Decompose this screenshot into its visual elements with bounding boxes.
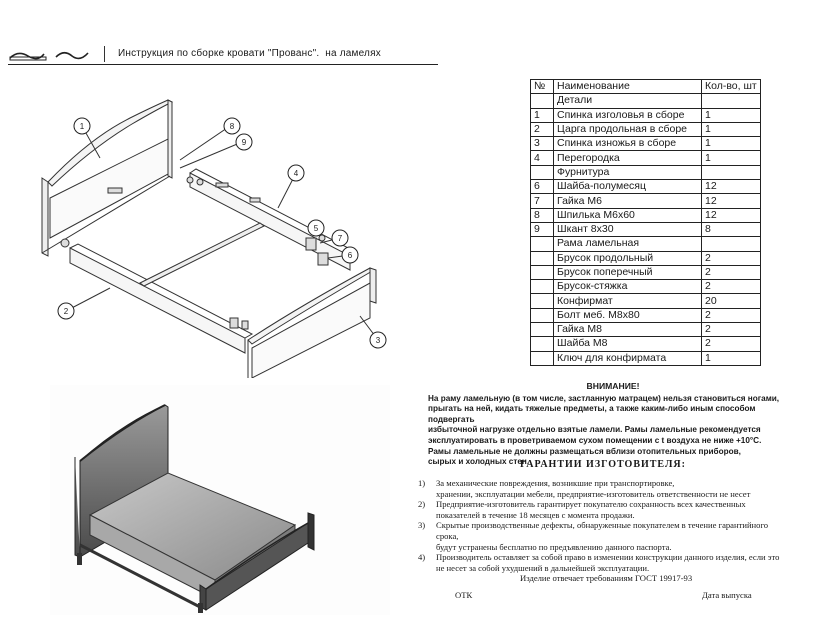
guarantee-item: 3) Скрытые производственные дефекты, обнаруженные покупателем в течение гарантийного срока, будут устранены бесплатно по предъявлению данного паспорта.	[418, 520, 769, 552]
cell-number	[531, 294, 554, 308]
warning-line: На раму ламельную (в том числе, застланную матрацем) нельзя становиться ногами,	[428, 393, 780, 403]
cell-quantity: 2	[702, 265, 761, 279]
document-header	[8, 46, 438, 65]
cell-name: Перегородка	[554, 151, 702, 165]
cell-number	[531, 323, 554, 337]
guarantee-list	[418, 478, 806, 573]
cell-number	[531, 337, 554, 351]
guarantee-item: 1) За механические повреждения, возникшие при транспортировке, хранении, эксплуатации мебели, предприятие-изготовитель ответственности не несет	[418, 478, 751, 499]
table-row	[531, 294, 761, 308]
table-row	[531, 251, 761, 265]
column-header-number: №	[531, 80, 554, 94]
cell-name: Гайка М6	[554, 194, 702, 208]
table-row	[531, 137, 761, 151]
instruction-title: Инструкция по сборке кровати "Прованс". на ламелях	[118, 48, 381, 59]
cell-number	[531, 251, 554, 265]
guarantee-item: 2) Предприятие-изготовитель гарантирует покупателю сохранность всех качественных показателей в течение 18 месяцев с момента продажи.	[418, 499, 746, 520]
table-row	[531, 94, 761, 108]
cell-quantity: 12	[702, 180, 761, 194]
table-row	[531, 351, 761, 365]
table-row	[531, 280, 761, 294]
callout-5: 5	[313, 224, 319, 233]
cell-name: Шпилька М6х60	[554, 208, 702, 222]
cell-number	[531, 94, 554, 108]
gost-compliance: Изделие отвечает требованиям ГОСТ 19917-93	[520, 573, 693, 583]
cell-quantity: 1	[702, 122, 761, 136]
table-row	[531, 122, 761, 136]
cell-quantity	[702, 94, 761, 108]
callout-4: 4	[293, 169, 299, 178]
callout-7: 7	[337, 234, 343, 243]
cell-number: 4	[531, 151, 554, 165]
cell-name: Шайба М8	[554, 337, 702, 351]
cell-number	[531, 308, 554, 322]
guarantee-item: 4) Производитель оставляет за собой право в изменении конструкции данного изделия, если это не несет за собой ухудшений в дальнейшей эксплуатации.	[418, 552, 780, 573]
cell-quantity	[702, 165, 761, 179]
callout-3: 3	[375, 336, 381, 345]
cell-quantity: 2	[702, 308, 761, 322]
warning-line: прыгать на ней, кидать тяжелые предметы, а также каким-либо иным способом подвергать	[428, 404, 756, 424]
table-row	[531, 180, 761, 194]
table-row	[531, 337, 761, 351]
callout-8: 8	[229, 122, 235, 131]
cell-number: 1	[531, 108, 554, 122]
header-divider	[104, 46, 105, 62]
cell-quantity: 1	[702, 137, 761, 151]
cell-quantity: 2	[702, 323, 761, 337]
cell-number	[531, 165, 554, 179]
guarantee-title: ГАРАНТИИ ИЗГОТОВИТЕЛЯ:	[520, 459, 686, 470]
cell-quantity	[702, 237, 761, 251]
cell-quantity: 2	[702, 280, 761, 294]
cell-number: 3	[531, 137, 554, 151]
cell-name: Спинка изножья в сборе	[554, 137, 702, 151]
cell-quantity: 1	[702, 151, 761, 165]
callout-2: 2	[63, 307, 69, 316]
cell-name: Царга продольная в сборе	[554, 122, 702, 136]
cell-name: Болт меб. М8х80	[554, 308, 702, 322]
warning-line: Рамы ламельные не должны размещаться вблизи отопительных приборов,	[428, 446, 741, 456]
table-row	[531, 237, 761, 251]
table-row	[531, 265, 761, 279]
table-row	[531, 108, 761, 122]
callout-6: 6	[347, 251, 353, 260]
cell-number	[531, 265, 554, 279]
parts-table	[530, 79, 761, 366]
cell-name: Брусок продольный	[554, 251, 702, 265]
warning-line: избыточной нагрузке отдельно взятые ламели. Рамы ламельные рекомендуется	[428, 425, 761, 435]
cell-number: 7	[531, 194, 554, 208]
warning-line: сырых и холодных стен.	[428, 457, 530, 467]
cell-quantity: 1	[702, 351, 761, 365]
cell-number: 9	[531, 222, 554, 236]
cell-name: Рама ламельная	[554, 237, 702, 251]
cell-quantity: 20	[702, 294, 761, 308]
cell-name: Брусок-стяжка	[554, 280, 702, 294]
table-header-row	[531, 80, 761, 94]
cell-quantity: 2	[702, 251, 761, 265]
table-row	[531, 165, 761, 179]
cell-number	[531, 351, 554, 365]
cell-quantity: 12	[702, 194, 761, 208]
cell-number: 2	[531, 122, 554, 136]
cell-name: Гайка М8	[554, 323, 702, 337]
table-row	[531, 194, 761, 208]
table-row	[531, 308, 761, 322]
column-header-quantity: Кол-во, шт	[702, 80, 761, 94]
cell-name: Фурнитура	[554, 165, 702, 179]
warning-title: ВНИМАНИЕ!	[586, 381, 640, 391]
cell-name: Ключ для конфирмата	[554, 351, 702, 365]
callout-1: 1	[79, 122, 85, 131]
warning-block	[428, 381, 798, 468]
cell-number	[531, 237, 554, 251]
assembly-diagram	[20, 78, 400, 378]
otk-label: ОТК	[455, 590, 473, 600]
table-row	[531, 208, 761, 222]
cell-name: Шайба-полумесяц	[554, 180, 702, 194]
callout-9: 9	[241, 138, 247, 147]
cell-name: Шкант 8х30	[554, 222, 702, 236]
cell-quantity: 12	[702, 208, 761, 222]
cell-quantity: 1	[702, 108, 761, 122]
release-date-label: Дата выпуска	[702, 590, 752, 600]
cell-name: Брусок поперечный	[554, 265, 702, 279]
company-logo	[8, 48, 98, 62]
cell-number: 6	[531, 180, 554, 194]
cell-number: 8	[531, 208, 554, 222]
table-row	[531, 151, 761, 165]
cell-name: Конфирмат	[554, 294, 702, 308]
cell-quantity: 8	[702, 222, 761, 236]
table-row	[531, 323, 761, 337]
cell-number	[531, 280, 554, 294]
table-row	[531, 222, 761, 236]
bed-illustration	[50, 385, 390, 615]
cell-quantity: 2	[702, 337, 761, 351]
column-header-name: Наименование	[554, 80, 702, 94]
cell-name: Детали	[554, 94, 702, 108]
cell-name: Спинка изголовья в сборе	[554, 108, 702, 122]
warning-line: эксплуатировать в проветриваемом сухом помещении с t воздуха не ниже +10°С.	[428, 435, 762, 445]
